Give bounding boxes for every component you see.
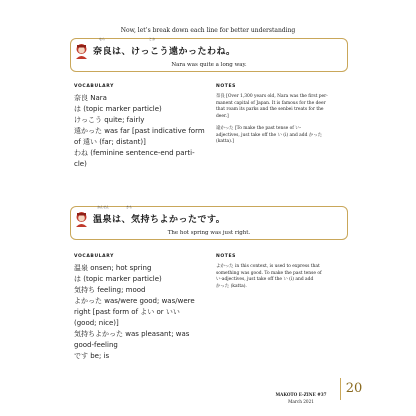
note-line: 遠かった [To make the past tense of い- bbox=[216, 126, 302, 131]
vocab-item: は (topic marker particle) bbox=[74, 105, 162, 113]
english-translation: Nara was quite a long way. bbox=[171, 62, 247, 68]
page-number: 20 bbox=[340, 378, 367, 400]
furigana-onsen: おんせん bbox=[97, 205, 110, 209]
note-line: deer.] bbox=[216, 113, 229, 119]
issue-date: March 2021 bbox=[288, 399, 314, 404]
note-line: よかった in this context, is used to express that bbox=[216, 264, 320, 269]
magazine-issue: MAKOTO E-ZINE #37 bbox=[275, 392, 327, 397]
notes-heading: NOTES bbox=[216, 84, 236, 89]
vocab-item: けっこう quite; fairly bbox=[74, 116, 145, 124]
vocab-item: よかった was/were good; was/were bbox=[74, 297, 195, 305]
vocabulary-heading: VOCABULARY bbox=[74, 84, 114, 89]
lesson-sentence-box-2 bbox=[70, 206, 348, 240]
vocab-item: わね (feminine sentence-end parti- bbox=[74, 149, 195, 157]
vocab-item: 温泉 onsen; hot spring bbox=[74, 264, 152, 272]
furigana-nara: なら bbox=[99, 37, 106, 41]
english-translation: The hot spring was just right. bbox=[167, 230, 251, 236]
furigana-kimo: きも bbox=[126, 205, 133, 209]
vocab-item: of 遠い (far; distant)] bbox=[74, 138, 146, 146]
vocab-item: 気持ちよかった was pleasant; was bbox=[74, 330, 190, 338]
vocab-item: 奈良 Nara bbox=[74, 94, 107, 102]
japanese-sentence: 温泉は、気持ちよかったです。 bbox=[93, 215, 226, 225]
vocab-item: です be; is bbox=[74, 352, 110, 360]
note-line: 奈良 [Over 1,300 years old, Nara was the first per- bbox=[216, 94, 328, 99]
character-avatar-icon bbox=[74, 43, 89, 59]
note-line: adjectives, just take off the い (i) and add かった bbox=[216, 132, 322, 138]
vocab-item: は (topic marker particle) bbox=[74, 275, 162, 283]
japanese-sentence: 奈良は、けっこう遠かったわね。 bbox=[93, 47, 236, 57]
note-line: い-adjectives, just take off the い (i) and add bbox=[216, 277, 314, 282]
intro-text: Now, let’s break down each line for better understanding bbox=[120, 27, 296, 34]
vocab-item: right [past form of よい or いい bbox=[74, 308, 180, 316]
note-line: manent capital of Japan. It is famous for the deer bbox=[216, 100, 326, 106]
vocab-item: 遠かった was far [past indicative form bbox=[74, 127, 205, 135]
vocabulary-heading: VOCABULARY bbox=[74, 254, 114, 259]
vocab-item: (good; nice)] bbox=[74, 319, 119, 327]
note-line: (katta).] bbox=[216, 139, 234, 144]
lesson-sentence-box-1 bbox=[70, 38, 348, 72]
note-line: かった (katta). bbox=[216, 283, 247, 289]
vocab-item: good-feeling bbox=[74, 341, 118, 349]
character-avatar-icon bbox=[74, 211, 89, 227]
note-line: something was good. To make the past tense of bbox=[216, 270, 322, 276]
notes-heading: NOTES bbox=[216, 254, 236, 259]
furigana-too: とお bbox=[149, 37, 156, 41]
note-line: that roam its parks and the senbei treats for the bbox=[216, 107, 324, 112]
vocab-item: 気持ち feeling; mood bbox=[74, 286, 146, 294]
vocab-item: cle) bbox=[74, 160, 87, 168]
